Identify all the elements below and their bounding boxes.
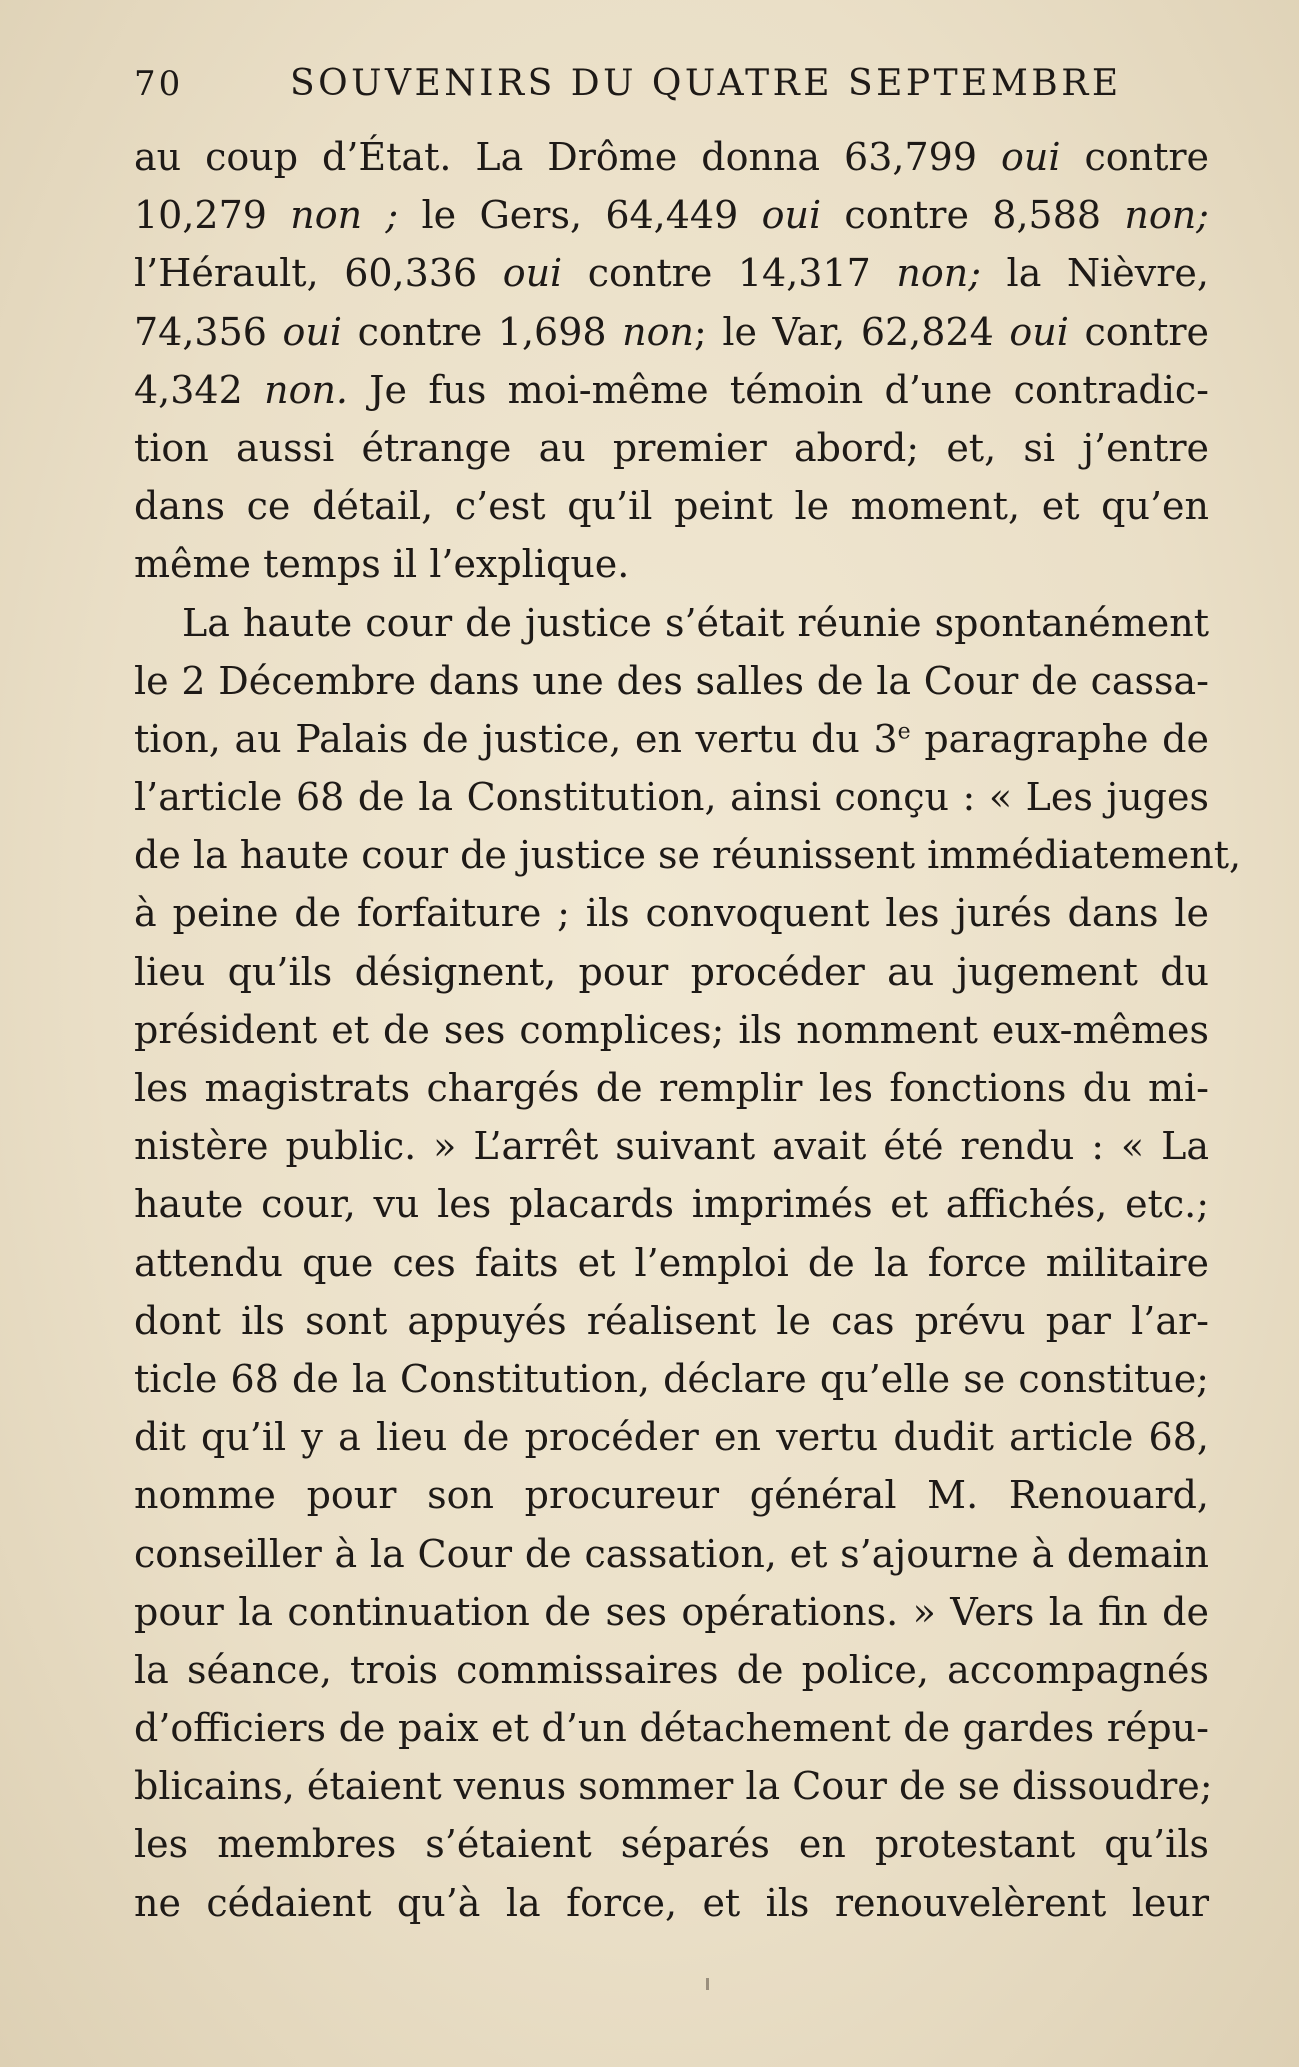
text-line: l’Hérault, 60,336 oui contre 14,317 non; la Nièvre, xyxy=(134,251,1209,296)
page-number: 70 xyxy=(134,64,184,104)
text-line: ne cédaient qu’à la force, et ils renouvelèrent leur xyxy=(134,1880,1209,1925)
text-line: dont ils sont appuyés réalisent le cas prévu par l’ar- xyxy=(134,1298,1209,1343)
text-line: nomme pour son procureur général M. Renouard, xyxy=(134,1473,1209,1518)
text-line: à peine de forfaiture ; ils convoquent les jurés dans le xyxy=(134,891,1209,936)
text-line: 10,279 non ; le Gers, 64,449 oui contre 8,588 non; xyxy=(134,193,1209,238)
text-line: tion, au Palais de justice, en vertu du 3e paragraphe de xyxy=(134,716,1209,761)
text-line: l’article 68 de la Constitution, ainsi conçu : « Les juges xyxy=(134,775,1209,820)
text-line: les magistrats chargés de remplir les fonctions du mi- xyxy=(134,1066,1209,1110)
text-line: haute cour, vu les placards imprimés et affichés, etc.; xyxy=(134,1182,1209,1227)
text-line: le 2 Décembre dans une des salles de la Cour de cassa- xyxy=(134,658,1209,703)
text-line: au coup d’État. La Drôme donna 63,799 oui contre xyxy=(134,135,1210,179)
text-line: nistère public. » L’arrêt suivant avait été rendu : « La xyxy=(134,1124,1209,1169)
text-line: attendu que ces faits et l’emploi de la force militaire xyxy=(134,1240,1209,1285)
text-line: dit qu’il y a lieu de procéder en vertu dudit article 68, xyxy=(134,1415,1209,1460)
text-line: d’officiers de paix et d’un détachement de gardes répu- xyxy=(134,1706,1209,1751)
text-line: pour la continuation de ses opérations. » Vers la fin de xyxy=(134,1589,1209,1634)
text-line: tion aussi étrange au premier abord; et, si j’entre xyxy=(134,425,1209,470)
text-line: de la haute cour de justice se réunissent immédiatement, xyxy=(134,833,1242,878)
text-line: les membres s’étaient séparés en protestant qu’ils xyxy=(134,1822,1209,1867)
text-line: lieu qu’ils désignent, pour procéder au jugement du xyxy=(134,949,1209,994)
running-title: SOUVENIRS DU QUATRE SEPTEMBRE xyxy=(290,63,1122,104)
text-line: 4,342 non. Je fus moi-même témoin d’une contradic- xyxy=(134,367,1209,412)
text-line: La haute cour de justice s’était réunie spontanément xyxy=(182,600,1209,645)
text-line: conseiller à la Cour de cassation, et s’ajourne à demain xyxy=(134,1531,1209,1576)
running-header xyxy=(132,60,1202,108)
text-line: même temps il l’explique. xyxy=(134,542,630,587)
body-text xyxy=(134,128,1242,1932)
text-line: la séance, trois commissaires de police, accompagnés xyxy=(134,1647,1209,1692)
text-line: ticle 68 de la Constitution, déclare qu’elle se constitue; xyxy=(134,1356,1209,1401)
text-line: président et de ses complices; ils nomment eux-mêmes xyxy=(134,1007,1209,1052)
text-line: 74,356 oui contre 1,698 non; le Var, 62,824 oui contre xyxy=(134,309,1210,354)
print-mark xyxy=(706,1978,709,1990)
text-line: blicains, étaient venus sommer la Cour de se dissoudre; xyxy=(134,1764,1213,1809)
text-line: dans ce détail, c’est qu’il peint le moment, et qu’en xyxy=(134,484,1209,529)
